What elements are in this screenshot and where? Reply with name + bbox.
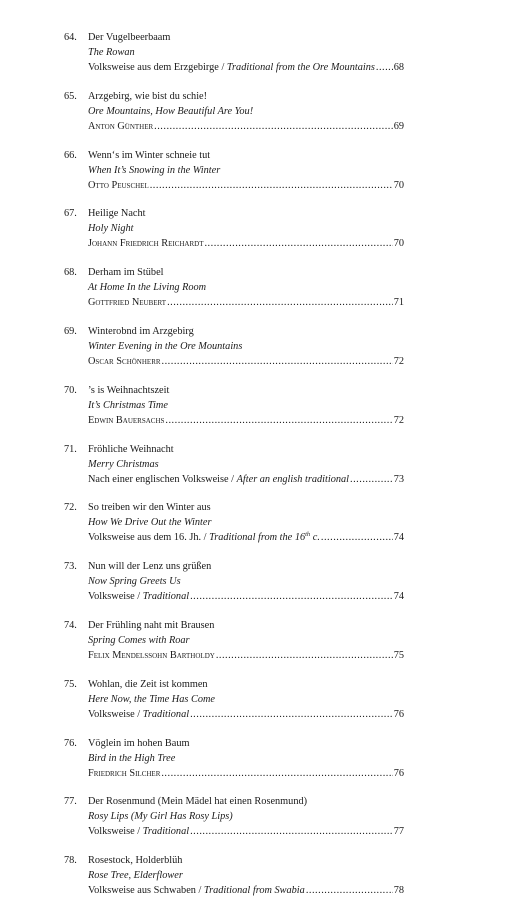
entry-number: 65. <box>64 90 77 102</box>
composer-credit <box>88 295 166 310</box>
entry-body <box>64 383 404 428</box>
credit-part: Edwin Bauersachs <box>88 414 165 426</box>
page-number: 70 <box>393 179 404 191</box>
song-translation: When It’s Snowing in the Winter <box>88 164 221 176</box>
credit-line <box>88 824 404 839</box>
song-translation: Winter Evening in the Ore Mountains <box>88 340 243 352</box>
entry-body <box>64 618 404 663</box>
composer-credit <box>88 824 189 839</box>
entry-number: 77. <box>64 796 77 808</box>
page-number: 72 <box>393 414 404 426</box>
entry-number: 66. <box>64 149 77 161</box>
page-number: 72 <box>393 355 404 367</box>
credit-part: Traditional <box>142 708 190 720</box>
dot-leader <box>167 295 393 310</box>
entry-body <box>64 148 404 193</box>
song-translation: Rosy Lips (My Girl Has Rosy Lips) <box>88 811 233 823</box>
toc-entry[interactable] <box>64 736 404 781</box>
composer-credit <box>88 178 149 193</box>
entry-body <box>64 500 404 545</box>
credit-line <box>88 178 404 193</box>
composer-credit <box>88 707 189 722</box>
song-title: Winterobnd im Arzgebirg <box>88 325 194 337</box>
song-translation: Rose Tree, Elderflower <box>88 870 183 882</box>
credit-part: Volksweise aus dem Erzgebirge / <box>88 62 227 73</box>
credit-line <box>88 589 404 604</box>
entry-number: 78. <box>64 855 77 867</box>
entry-body <box>64 559 404 604</box>
song-translation: Bird in the High Tree <box>88 752 176 764</box>
entry-body <box>64 442 404 487</box>
composer-credit <box>88 60 375 75</box>
credit-part: Friedrich Silcher <box>88 767 161 779</box>
toc-entry[interactable] <box>64 559 404 604</box>
toc-entry[interactable] <box>64 442 404 487</box>
toc-entry[interactable] <box>64 30 404 75</box>
song-translation: Ore Mountains, How Beautiful Are You! <box>88 105 254 117</box>
song-title: Arzgebirg, wie bist du schie! <box>88 90 208 102</box>
credit-part: Anton Günther <box>88 120 154 132</box>
song-translation: The Rowan <box>88 47 135 58</box>
credit-part: Volksweise / <box>88 708 143 720</box>
composer-credit <box>88 530 320 545</box>
entry-number: 74. <box>64 619 77 631</box>
page-number: 77 <box>393 826 404 838</box>
dot-leader <box>321 530 393 545</box>
composer-credit <box>88 883 305 898</box>
composer-credit <box>88 766 160 781</box>
entry-body <box>64 853 404 898</box>
credit-part: th <box>305 531 311 539</box>
credit-part: Volksweise aus dem 16. Jh. / <box>88 532 210 544</box>
credit-part: c. <box>310 532 320 544</box>
dot-leader <box>150 178 393 193</box>
page-number: 74 <box>393 532 404 544</box>
toc-entry[interactable] <box>64 148 404 193</box>
page-number: 78 <box>393 885 404 897</box>
song-title: ’s is Weihnachtszeit <box>88 384 170 396</box>
page-number: 76 <box>393 708 404 720</box>
dot-leader <box>376 60 393 75</box>
composer-credit <box>88 648 215 663</box>
song-translation: Merry Christmas <box>88 458 159 470</box>
toc-entry[interactable] <box>64 383 404 428</box>
credit-part: Otto Peuschel <box>88 179 149 191</box>
toc-entry[interactable] <box>64 853 404 898</box>
song-translation: At Home In the Living Room <box>88 282 207 294</box>
composer-credit <box>88 472 349 487</box>
entry-body <box>64 677 404 722</box>
toc-entry[interactable] <box>64 89 404 134</box>
credit-line <box>88 236 404 251</box>
credit-line <box>88 766 404 781</box>
toc-entry[interactable] <box>64 677 404 722</box>
toc-entry[interactable] <box>64 324 404 369</box>
entry-body <box>64 324 404 369</box>
dot-leader <box>190 707 393 722</box>
entry-number: 68. <box>64 267 77 279</box>
entry-body <box>64 736 404 781</box>
credit-line <box>88 472 404 487</box>
entry-number: 75. <box>64 678 77 690</box>
dot-leader <box>350 472 393 487</box>
credit-part: Traditional from the Ore Mountains <box>226 62 375 73</box>
dot-leader <box>190 589 393 604</box>
song-translation: Here Now, the Time Has Come <box>88 693 215 705</box>
song-title: Vöglein im hohen Baum <box>88 737 190 749</box>
song-title: Nun will der Lenz uns grüßen <box>88 561 212 573</box>
table-of-contents <box>64 30 404 912</box>
credit-part: Volksweise aus Schwaben / <box>88 885 204 897</box>
credit-line <box>88 119 404 134</box>
entry-body <box>64 89 404 134</box>
dot-leader <box>190 824 393 839</box>
credit-part: Traditional from the 16 <box>209 532 306 544</box>
credit-part: Felix Mendelssohn Bartholdy <box>88 649 215 661</box>
composer-credit <box>88 119 153 134</box>
page-number: 74 <box>393 591 404 603</box>
credit-line <box>88 530 404 545</box>
page-number: 73 <box>393 473 404 485</box>
song-translation: Now Spring Greets Us <box>88 576 181 588</box>
credit-part: Gottfried Neubert <box>88 297 167 309</box>
dot-leader <box>165 413 392 428</box>
song-title: So treiben wir den Winter aus <box>88 502 211 514</box>
credit-line <box>88 648 404 663</box>
dot-leader <box>162 354 393 369</box>
song-title: Heilige Nacht <box>88 208 146 220</box>
credit-line <box>88 883 404 898</box>
credit-part: Johann Friedrich Reichardt <box>88 238 204 250</box>
dot-leader <box>216 648 393 663</box>
entry-number: 70. <box>64 384 77 396</box>
page-number: 75 <box>393 649 404 661</box>
dot-leader <box>154 119 393 134</box>
credit-line <box>88 707 404 722</box>
song-title: Rosestock, Holderblüh <box>88 855 183 867</box>
toc-entry[interactable] <box>64 206 404 251</box>
song-title: Der Frühling naht mit Brausen <box>88 619 215 631</box>
song-title: Fröhliche Weihnacht <box>88 443 174 455</box>
song-title: Der Vugelbeerbaam <box>88 32 171 43</box>
page-number: 69 <box>393 120 404 132</box>
entry-number: 73. <box>64 561 77 573</box>
toc-entry[interactable] <box>64 265 404 310</box>
song-title: Wohlan, die Zeit ist kommen <box>88 678 208 690</box>
credit-line <box>88 354 404 369</box>
entry-number: 69. <box>64 325 77 337</box>
entry-number: 72. <box>64 502 77 514</box>
dot-leader <box>161 766 392 781</box>
page-number: 70 <box>393 238 404 250</box>
song-title: Derham im Stübel <box>88 267 164 279</box>
credit-part: Nach einer englischen Volksweise / <box>88 473 237 485</box>
credit-part: Traditional from Swabia <box>203 885 305 897</box>
credit-part: Traditional <box>142 591 190 603</box>
entry-body <box>64 794 404 839</box>
entry-number: 76. <box>64 737 77 749</box>
credit-part: Oscar Schönherr <box>88 355 161 367</box>
credit-line <box>88 60 404 75</box>
song-translation: It’s Christmas Time <box>88 399 168 411</box>
page-number: 76 <box>393 767 404 779</box>
entry-number: 71. <box>64 443 77 455</box>
dot-leader <box>306 883 393 898</box>
song-title: Wenn‘s im Winter schneie tut <box>88 149 211 161</box>
composer-credit <box>88 413 164 428</box>
entry-body <box>64 265 404 310</box>
credit-line <box>88 295 404 310</box>
credit-line <box>88 413 404 428</box>
song-translation: Holy Night <box>88 223 134 235</box>
credit-part: Traditional <box>142 826 190 838</box>
composer-credit <box>88 236 203 251</box>
song-title: Der Rosenmund (Mein Mädel hat einen Rosenmund) <box>88 796 308 808</box>
toc-entry[interactable] <box>64 500 404 545</box>
entry-number: 67. <box>64 208 77 220</box>
page-number: 68 <box>393 62 404 73</box>
credit-part: After an english traditional <box>236 473 350 485</box>
credit-part: Volksweise / <box>88 591 143 603</box>
page-number: 71 <box>393 297 404 309</box>
composer-credit <box>88 354 161 369</box>
composer-credit <box>88 589 189 604</box>
dot-leader <box>204 236 392 251</box>
credit-part: Volksweise / <box>88 826 143 838</box>
toc-entry[interactable] <box>64 618 404 663</box>
toc-entry[interactable] <box>64 794 404 839</box>
entry-body <box>64 206 404 251</box>
song-translation: How We Drive Out the Winter <box>88 517 212 529</box>
song-translation: Spring Comes with Roar <box>88 634 190 646</box>
entry-body <box>64 30 404 75</box>
entry-number: 64. <box>64 32 77 43</box>
